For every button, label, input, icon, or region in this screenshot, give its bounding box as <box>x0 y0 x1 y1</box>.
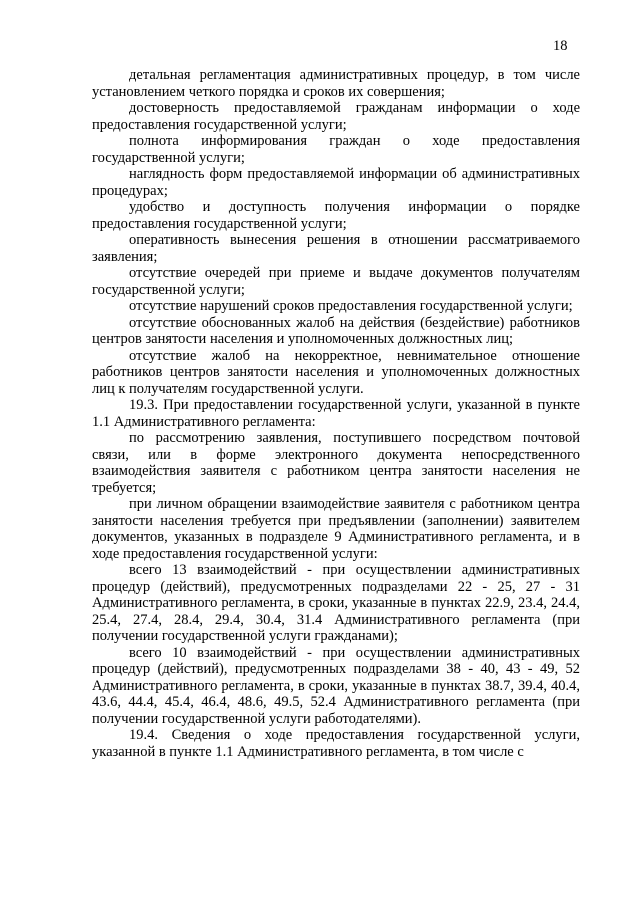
paragraph: наглядность форм предоставляемой информации об административных процедурах; <box>92 166 580 199</box>
document-body <box>92 67 580 760</box>
paragraph: детальная регламентация административных процедур, в том числе установлением четкого порядка и сроков их совершения; <box>92 67 580 100</box>
paragraph: удобство и доступность получения информации о порядке предоставления государственной услуги; <box>92 199 580 232</box>
page-number: 18 <box>553 38 568 54</box>
paragraph: достоверность предоставляемой гражданам информации о ходе предоставления государственной услуги; <box>92 100 580 133</box>
section-paragraph-19-4: 19.4. Сведения о ходе предоставления государственной услуги, указанной в пункте 1.1 Административного регламента, в том числе с <box>92 727 580 760</box>
paragraph: полнота информирования граждан о ходе предоставления государственной услуги; <box>92 133 580 166</box>
paragraph: оперативность вынесения решения в отношении рассматриваемого заявления; <box>92 232 580 265</box>
section-paragraph-19-3: 19.3. При предоставлении государственной услуги, указанной в пункте 1.1 Административного регламента: <box>92 397 580 430</box>
paragraph: всего 13 взаимодействий - при осуществлении административных процедур (действий), предусмотренных подразделами 22 - 25, 27 - 31 Административного регламента, в сроки, указанные в пунктах 22.9, 23.4, 24.4, 25.4, 27.4, 28.4, 29.4, 30.4, 31.4 Административного регламента (при получении государственной услуги гражданами); <box>92 562 580 644</box>
paragraph: отсутствие жалоб на некорректное, невнимательное отношение работников центров занятости населения и уполномоченных должностных лиц к получателям государственной услуги. <box>92 347 580 397</box>
paragraph: отсутствие очередей при приеме и выдаче документов получателям государственной услуги; <box>92 265 580 298</box>
paragraph: отсутствие нарушений сроков предоставления государственной услуги; <box>129 298 573 314</box>
paragraph: всего 10 взаимодействий - при осуществлении административных процедур (действий), предусмотренных подразделами 38 - 40, 43 - 49, 52 Административного регламента, в сроки, указанные в пунктах 38.7, 39.4, 40.4, 43.6, 44.4, 45.4, 46.4, 48.6, 49.5, 52.4 Административного регламента (при получении государственной услуги работодателями). <box>92 644 580 727</box>
paragraph: по рассмотрению заявления, поступившего посредством почтовой связи, или в форме электронного документа непосредственного взаимодействия заявителя с работником центра занятости населения не требуется; <box>92 430 580 496</box>
paragraph: отсутствие обоснованных жалоб на действия (бездействие) работников центров занятости населения и уполномоченных должностных лиц; <box>92 314 580 347</box>
paragraph: при личном обращении взаимодействие заявителя с работником центра занятости населения требуется при предъявлении (заполнении) заявителем документов, указанных в подразделе 9 Административного регламента, и в ходе предоставления государственной услуги: <box>92 496 580 562</box>
